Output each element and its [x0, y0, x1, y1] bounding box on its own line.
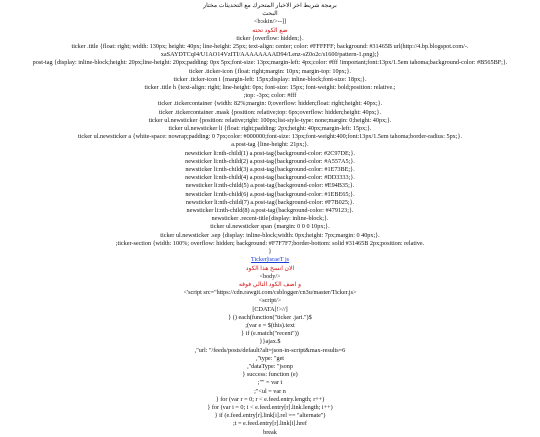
text-line: ticker .ticker-icon {float: right;margin: 10px; margin-top: 10px;}.	[189, 67, 351, 75]
text-line: <b:skin/>--]]	[253, 18, 287, 26]
text-line: } if (e.feed.entry[r].link[i].rel == "alternate")	[214, 412, 326, 420]
text-line: newsticker li:nth-child(7) a.post-tag{background-color: #F7B025;}.	[185, 198, 355, 206]
text-line: } success: function (e)	[242, 371, 298, 379]
text-line: newsticker li:nth-child(8) a.post-tag{background-color: #479123;}.	[186, 207, 354, 215]
text-line: ticker ul.newsticker .sep {display: inline-block;width: 0px;height: 7px;margin: 0 40px;}.	[160, 231, 380, 239]
text-line: ticker ul.newsticker {position: relative;right: 100px;list-style-type: none;margin: 0;height: 40px;}.	[148, 116, 392, 124]
text-line: newsticker li:nth-child(5) a.post-tag{background-color: #E94B35;}.	[185, 182, 355, 190]
text-line: }}ajax.$	[259, 338, 281, 346]
text-line: break	[263, 428, 277, 436]
text-line: post-tag {display: inline-block;height: 20px;line-height: 20px;padding: 0px 5px;font-size: 13px;margin-left: 4px;color: #fff !important;font:13px/1.5em tahoma;background-color: #B565BF;}.	[32, 59, 508, 67]
text-line: ticker ul.newsticker span {margin: 0 0 0 10px;}.	[210, 223, 330, 231]
text-line: newsticker li:nth-child(3) a.post-tag{background-color: #1E73BE;}.	[185, 166, 355, 174]
text-line: ticker ul.newsticker li {float: right;padding: 2px;height: 40px;margin-left: 15px;}.	[168, 125, 372, 133]
text-line: ;top: -3px; color: #fff	[243, 92, 297, 100]
text-line: ticker {overflow: hidden;}.	[236, 34, 304, 42]
text-line: الان انسخ هذا الكود	[245, 264, 295, 272]
text-line: ;t = e.feed.entry[r].link[i].href	[233, 420, 307, 428]
text-line: البحث	[262, 10, 278, 18]
text-line: ;"" = var t	[257, 379, 283, 387]
script-link[interactable]: Ticker|israeT js	[250, 256, 290, 264]
text-line: ;ticker-section {width: 100%; overflow: hidden; background: #F7F7F7;border-bottom: solid #31465B 2px;position: relative.	[115, 239, 425, 247]
text-line: a.post-tag {line-height: 21px;}.	[231, 141, 309, 149]
text-line: newsticker li:nth-child(2) a.post-tag{background-color: #A557A5;}.	[185, 157, 355, 165]
text-line: ticker ul.newsticker a {white-space: nowrap;padding: 0 7px;color: #000000;font-size: 13px;font-weight:400;font:13px/1.5em tahoma;border-radius: 5px;}.	[77, 133, 463, 141]
text-line: ,"type: "get	[255, 354, 285, 362]
text-line: xaSAYDTCqI4/U1AO14VzITI/AAAAAAAAD94/Lenz-sZ0o2c/s1600/pattern-1.png);}	[160, 51, 380, 59]
text-line: ضع الكود تحته	[252, 26, 288, 34]
text-line: ,"url: "/feeds/posts/default?alt=json-in-script&max-results=6	[194, 346, 346, 354]
text-line: [CDATA[!>//]	[252, 305, 288, 313]
text-line: <script/>	[258, 297, 282, 305]
text-line: } for (var r = 0; r < e.feed.entry.length; r++)	[215, 395, 325, 403]
text-line: newsticker li:nth-child(1) a.post-tag{background-color: #2C97DE;}.	[184, 149, 356, 157]
text-line: } if (e.match("recent"))	[241, 330, 299, 338]
text-line: }	[268, 248, 272, 256]
text-line: ticker .title h {text-align: right; line-height: 0px; font-size: 15px; font-weight: bold;position: relative.;	[144, 84, 396, 92]
text-line: ticker .title {float: right; width: 130px; height: 40px; line-height: 25px; text-align: center; color: #FFFFFF; background: #31465B url(http://4.bp.blogspot.com/-.	[71, 43, 469, 51]
text-line: ticker .tickercontainer .mask {position: relative;top: 6px;overflow: hidden;height: 40px;}.	[158, 108, 382, 116]
text-line: ticker .ticker-icon i {margin-left: 15px;display: inline-block;font-size: 18px;}.	[173, 75, 367, 83]
text-line: newsticker .recent-title{display: inline-block;}.	[211, 215, 329, 223]
text-line: newsticker li:nth-child(4) a.post-tag{background-color: #DD3333;}.	[185, 174, 355, 182]
text-line: } () each(function("ticker .jari.")$	[228, 313, 312, 321]
text-line: ;(var e = $(this).text	[245, 321, 295, 329]
text-line: برمجة شريط اخر الاخبار المتحرك مع التحديثات مختار	[203, 2, 337, 9]
text-line: <body/>	[259, 272, 281, 280]
text-line: ticker .tickercontainer {width: 82%;margin: 0;overflow: hidden;float: right;height: 40px;}.	[157, 100, 383, 108]
text-line: ,"dataType: "jsonp	[247, 362, 293, 370]
text-line: و اضف الكود التالي فوقه	[238, 280, 302, 288]
text-line: ;"<ul = var n	[254, 387, 286, 395]
text-line: <'script src="https://cdn.rawgit.com/csblogger/cn3u/master/Ticker.js>	[183, 289, 357, 297]
text-line: newsticker li:nth-child(6) a.post-tag{background-color: #1EBE65;}.	[185, 190, 355, 198]
text-line: } for (var i = 0; i < e.feed.entry[r].link.length; i++)	[207, 403, 333, 411]
